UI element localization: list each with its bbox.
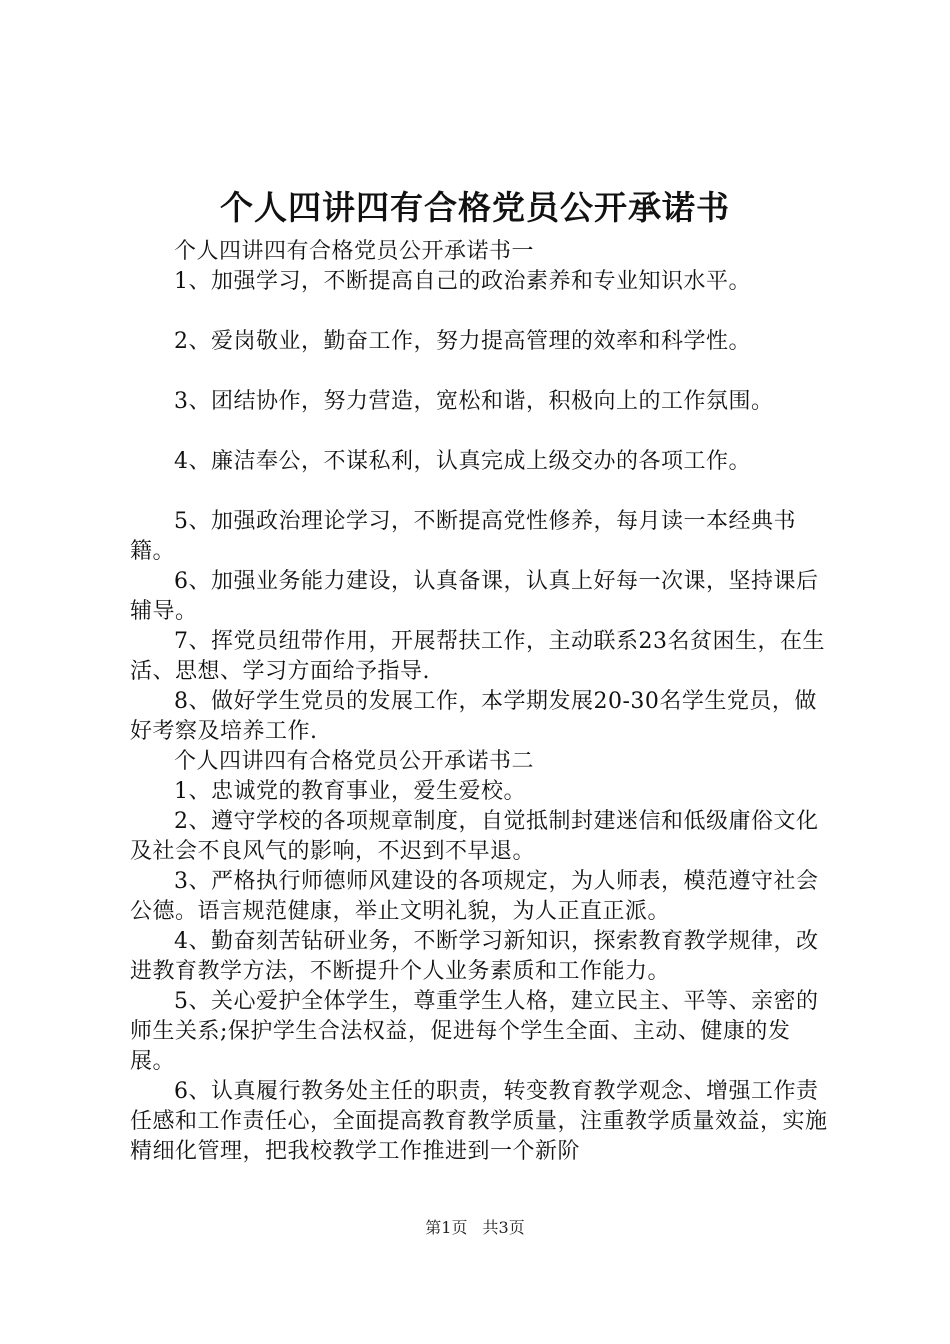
paragraph: 7、挥党员纽带作用，开展帮扶工作，主动联系23名贫困生，在生活、思想、学习方面给予指导. [130,629,825,684]
paragraph: 4、勤奋刻苦钻研业务，不断学习新知识，探索教育教学规律，改进教育教学方法，不断提升个人业务素质和工作能力。 [130,929,819,984]
page-number: 第1页 [425,1218,468,1237]
paragraph: 4、廉洁奉公，不谋私利，认真完成上级交办的各项工作。 [174,449,751,474]
section-heading: 个人四讲四有合格党员公开承诺书一 [174,239,535,264]
paragraph: 3、团结协作，努力营造，宽松和谐，积极向上的工作氛围。 [174,389,774,414]
document-title: 个人四讲四有合格党员公开承诺书 [220,188,730,227]
paragraph: 3、严格执行师德师风建设的各项规定，为人师表，模范遵守社会公德。语言规范健康，举止文明礼貌，为人正直正派。 [130,869,819,924]
paragraph: 6、加强业务能力建设，认真备课，认真上好每一次课，坚持课后辅导。 [130,569,819,624]
document-body [130,237,835,1167]
paragraph: 2、爱岗敬业，勤奋工作，努力提高管理的效率和科学性。 [174,329,751,354]
paragraph: 8、做好学生党员的发展工作，本学期发展20-30名学生党员，做好考察及培养工作. [130,689,817,744]
paragraph: 5、关心爱护全体学生，尊重学生人格，建立民主、平等、亲密的师生关系;保护学生合法权益，促进每个学生全面、主动、健康的发展。 [130,989,819,1074]
page-footer [0,1217,950,1239]
paragraph: 2、遵守学校的各项规章制度，自觉抵制封建迷信和低级庸俗文化及社会不良风气的影响，不迟到不早退。 [130,809,819,864]
section-heading: 个人四讲四有合格党员公开承诺书二 [174,749,535,774]
page-total: 共3页 [482,1218,525,1237]
paragraph: 5、加强政治理论学习，不断提高党性修养，每月读一本经典书籍。 [130,509,796,564]
paragraph: 1、加强学习，不断提高自己的政治素养和专业知识水平。 [174,269,751,294]
paragraph: 6、认真履行教务处主任的职责，转变教育教学观念、增强工作责任感和工作责任心，全面提高教育教学质量，注重教学质量效益，实施精细化管理，把我校教学工作推进到一个新阶 [130,1079,828,1164]
paragraph: 1、忠诚党的教育事业，爱生爱校。 [174,779,526,804]
